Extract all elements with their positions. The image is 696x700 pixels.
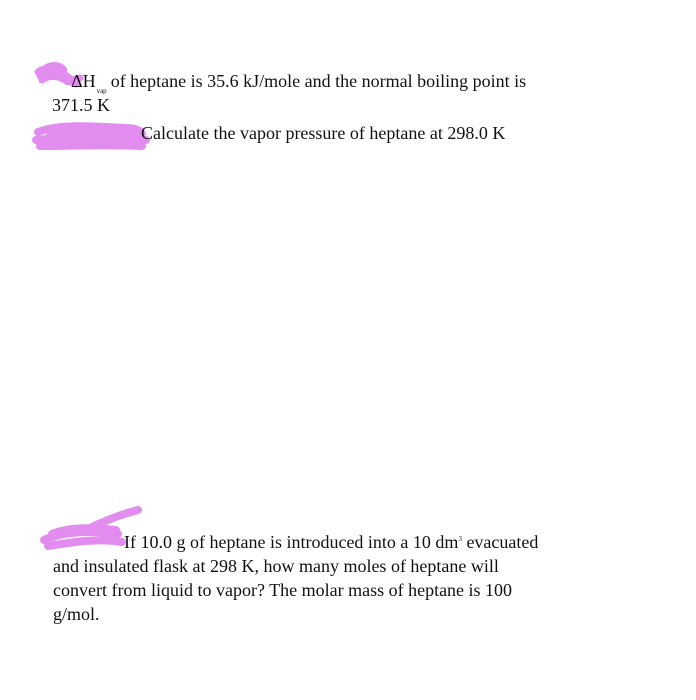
part-a-question: Calculate the vapor pressure of heptane at 298.0 K [141,123,506,143]
intro-text: of heptane is 35.6 kJ/mole and the normal boiling point is [110,71,527,91]
part-b-text-1a: If 10.0 g of heptane is introduced into a 10 dm [124,532,459,552]
vap-subscript: vap [96,87,107,95]
delta-h-symbol: ΔH [71,71,96,91]
redaction-mark-part-a [30,116,152,156]
part-b-text-1b: evacuated [461,532,539,552]
intro-line-1 [71,70,526,96]
part-b-line-2: and insulated flask at 298 K, how many moles of heptane will [53,556,499,576]
intro-line-2: 371.5 K [52,95,110,115]
cubic-superscript: 3 [458,535,462,543]
part-b-line-3: convert from liquid to vapor? The molar mass of heptane is 100 [53,580,513,600]
part-b-line-1 [124,531,538,557]
part-b-line-4: g/mol. [53,604,100,624]
